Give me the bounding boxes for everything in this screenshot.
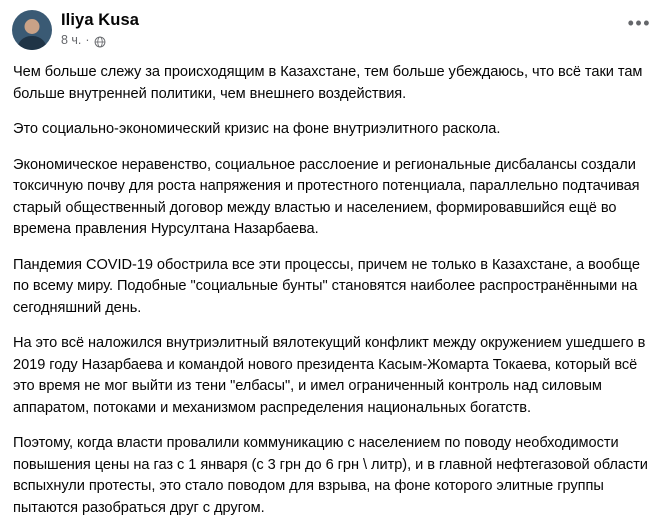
post-body: [0, 50, 665, 519]
post-paragraph: На это всё наложился внутриэлитный вялотекущий конфликт между окружением ушедшего в 2019 году Назарбаева и командой нового президента Касым-Жомарта Токаева, который всё это время не мог выйти из тени "елбасы", и имел ограниченный контроль над силовым аппаратом, потоками и механизмом распределения национальных богатств.: [13, 335, 646, 416]
post-meta: [61, 33, 139, 48]
author-name[interactable]: Iliya Kusa: [61, 11, 140, 29]
avatar[interactable]: [12, 10, 52, 50]
post-paragraph: Пандемия COVID-19 обострила все эти процессы, причем не только в Казахстане, а вообще по всему миру. Подобные "социальные бунты" становятся наиболее распространёнными на сегодняшний день.: [13, 256, 640, 316]
post-header: [0, 0, 665, 50]
avatar-body: [17, 36, 47, 50]
post-paragraph: Это социально-экономический кризис на фоне внутриэлитного раскола.: [13, 121, 501, 137]
post-options-icon[interactable]: •••: [627, 13, 651, 33]
post-header-text: [61, 10, 139, 48]
meta-separator: ·: [85, 33, 90, 47]
avatar-face: [25, 19, 40, 34]
post-paragraph: Экономическое неравенство, социальное расслоение и региональные дисбалансы создали токсичную почву для роста напряжения и протестного потенциала, параллельно подтачивая старый общественный договор между властью и населением, формировавшийся ещё во времена правления Нурсултана Назарбаева.: [13, 156, 640, 237]
post-timestamp[interactable]: 8 ч.: [61, 33, 82, 47]
globe-icon: [94, 36, 106, 48]
post-paragraph: Поэтому, когда власти провалили коммуникацию с населением по поводу необходимости повышения цены на газ с 1 января (с 3 грн до 6 грн \ литр), и в главной нефтегазовой области вспыхнули протесты, это стало поводом для взрыва, на фоне которого элитные группы пытаются разобраться друг с другом.: [13, 435, 648, 516]
post-paragraph: Чем больше слежу за происходящим в Казахстане, тем больше убеждаюсь, что всё таки там больше внутренней политики, чем внешнего воздействия.: [13, 64, 643, 102]
